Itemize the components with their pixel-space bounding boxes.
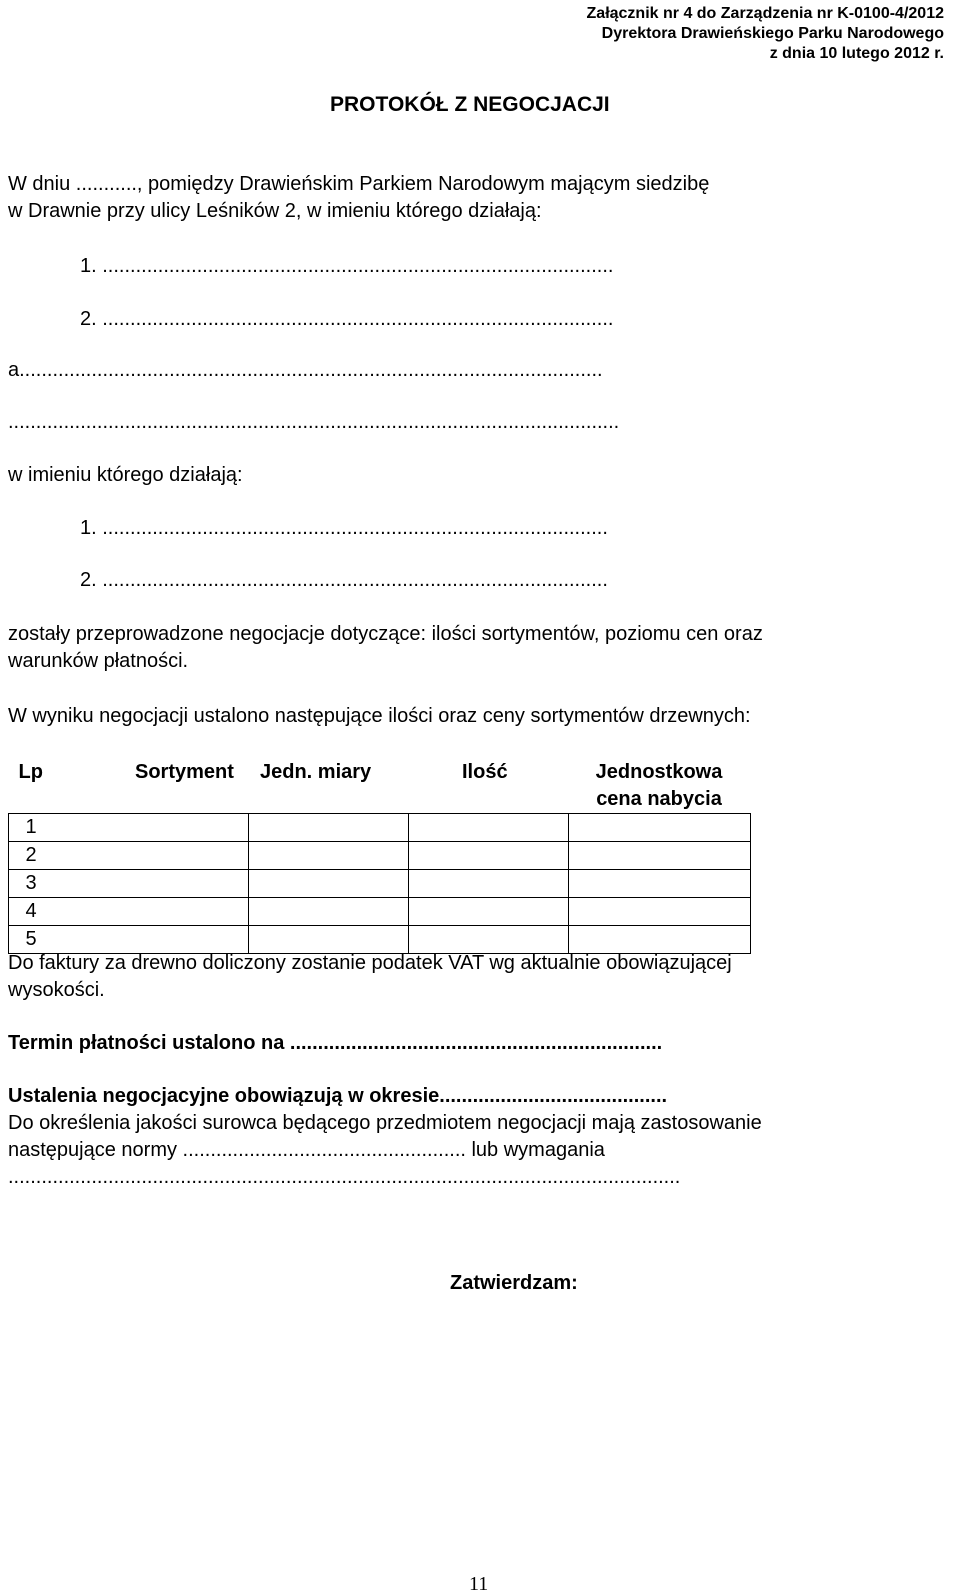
- header-jedn: Jedn. miary: [260, 761, 372, 783]
- row-cena-cell: [568, 898, 750, 926]
- result-intro: W wyniku negocjacji ustalono następujące ilości oraz ceny sortymentów drzewnych:: [8, 705, 751, 727]
- approve-label: Zatwierdzam:: [450, 1272, 578, 1294]
- row-jedn-cell: [248, 814, 408, 842]
- negotiations-line2: warunków płatności.: [8, 650, 189, 672]
- vat-line2: wysokości.: [8, 979, 105, 1001]
- representative-2: 2. ............................................................................................: [80, 308, 614, 330]
- attachment-header: [587, 4, 944, 64]
- page-number: 11: [469, 1573, 489, 1595]
- row-jedn-cell: [248, 898, 408, 926]
- row-cena-cell: [568, 870, 750, 898]
- header-ilosc: Ilość: [462, 761, 508, 783]
- table-row: [9, 842, 751, 870]
- row-ilosc-cell: [408, 898, 568, 926]
- row-number: 3: [9, 870, 54, 898]
- header-cena: [568, 759, 750, 814]
- row-sortyment-cell: [53, 842, 248, 870]
- representative-1: 1. ............................................................................................: [80, 255, 614, 277]
- row-cena-cell: [568, 814, 750, 842]
- counterparty-rep-1: 1. ...........................................................................................: [80, 517, 608, 539]
- row-sortyment-cell: [53, 898, 248, 926]
- validity-period: Ustalenia negocjacyjne obowiązują w okresie.........................................: [8, 1085, 668, 1107]
- attachment-header-line3: z dnia 10 lutego 2012 r.: [769, 45, 944, 62]
- header-sortyment: Sortyment: [135, 761, 234, 783]
- counterparty-line: a.........................................................................................................: [8, 359, 603, 381]
- row-number: 1: [9, 814, 54, 842]
- row-number: 4: [9, 898, 54, 926]
- attachment-header-line2: Dyrektora Drawieńskiego Parku Narodowego: [601, 25, 944, 42]
- row-number: 5: [9, 926, 54, 954]
- counterparty-reps-label: w imieniu którego działają:: [8, 464, 243, 486]
- quality-line1: Do określenia jakości surowca będącego przedmiotem negocjacji mają zastosowanie: [8, 1112, 762, 1134]
- row-ilosc-cell: [408, 814, 568, 842]
- row-jedn-cell: [248, 842, 408, 870]
- header-cena-line2: cena nabycia: [596, 788, 722, 810]
- row-cena-cell: [568, 842, 750, 870]
- counterparty-dots: ..............................................................................................................: [8, 411, 620, 433]
- table-row: [9, 898, 751, 926]
- intro-line1: W dniu ..........., pomiędzy Drawieńskim Parkiem Narodowym mającym siedzibę: [8, 173, 710, 195]
- header-lp: Lp: [18, 761, 43, 783]
- attachment-header-line1: Załącznik nr 4 do Zarządzenia nr K-0100-4/2012: [586, 5, 944, 22]
- table-row: [9, 870, 751, 898]
- vat-line1: Do faktury za drewno doliczony zostanie podatek VAT wg aktualnie obowiązującej: [8, 952, 732, 974]
- intro-line2: w Drawnie przy ulicy Leśników 2, w imieniu którego działają:: [8, 200, 542, 222]
- row-sortyment-cell: [53, 870, 248, 898]
- row-ilosc-cell: [408, 870, 568, 898]
- table-header-row: [9, 759, 751, 814]
- negotiations-line1: zostały przeprowadzone negocjacje dotyczące: ilości sortymentów, poziomu cen oraz: [8, 623, 763, 645]
- assortment-table: [8, 759, 751, 954]
- row-jedn-cell: [248, 870, 408, 898]
- quality-line2: następujące normy ................................................... lub wymagania: [8, 1139, 605, 1161]
- document-title: PROTOKÓŁ Z NEGOCJACJI: [330, 93, 610, 116]
- row-number: 2: [9, 842, 54, 870]
- counterparty-rep-2: 2. ...........................................................................................: [80, 569, 608, 591]
- table-row: [9, 814, 751, 842]
- payment-term: Termin płatności ustalono na ...................................................................: [8, 1032, 663, 1054]
- row-ilosc-cell: [408, 842, 568, 870]
- quality-line3: .........................................................................................................................: [8, 1166, 681, 1188]
- row-sortyment-cell: [53, 814, 248, 842]
- header-cena-line1: Jednostkowa: [595, 761, 723, 783]
